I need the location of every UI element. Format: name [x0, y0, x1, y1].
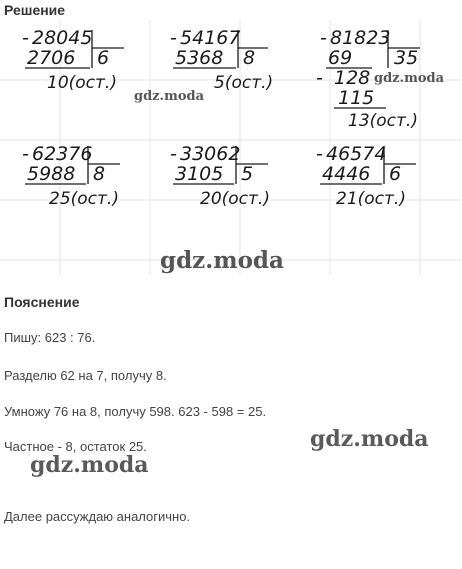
- product: 3105: [175, 163, 224, 185]
- explanation-line-2: Разделю 62 на 7, получу 8.: [4, 368, 167, 383]
- quotient: 35: [394, 47, 419, 69]
- dividend: 46574: [326, 143, 387, 165]
- remainder: 21(ост.): [336, 189, 406, 209]
- minus-sign: -: [316, 143, 323, 165]
- remainder: 20(ост.): [200, 189, 270, 209]
- solution-heading: Решение: [4, 2, 66, 18]
- dividend: 62376: [32, 143, 93, 165]
- dividend: 54167: [180, 27, 241, 49]
- dividend: 33062: [180, 143, 241, 165]
- minus-sign: -: [22, 143, 29, 165]
- explanation-line-5: Далее рассуждаю аналогично.: [4, 509, 191, 524]
- minus-sign: -: [170, 27, 177, 49]
- quotient: 8: [93, 163, 106, 185]
- division-problem-6: [316, 143, 416, 209]
- division-problem-4: [22, 143, 120, 209]
- division-problem-2: [170, 27, 273, 93]
- quotient: 5: [241, 163, 254, 185]
- remainder: 13(ост.): [348, 111, 418, 131]
- division-problem-1: [22, 27, 124, 93]
- minus-sign: -: [170, 143, 177, 165]
- remainder: 25(ост.): [49, 189, 119, 209]
- watermark: gdz.moda: [134, 89, 205, 104]
- explanation-heading: Пояснение: [4, 294, 80, 310]
- watermark: gdz.moda: [374, 71, 445, 86]
- explanation-line-3: Умножу 76 на 8, получу 598. 623 - 598 = 25.: [4, 404, 267, 419]
- remainder: 5(ост.): [214, 73, 274, 93]
- product: 5368: [175, 47, 224, 69]
- partial-dividend: 128: [334, 67, 371, 89]
- remainder: 10(ост.): [47, 73, 117, 93]
- explanation-line-1: Пишу: 623 : 76.: [4, 330, 96, 345]
- quotient: 6: [389, 163, 402, 185]
- handwritten-division-figure: [0, 20, 462, 275]
- product: 2706: [27, 47, 76, 69]
- dividend: 81823: [330, 27, 391, 49]
- dividend: 28045: [32, 27, 93, 49]
- minus-sign: -: [22, 27, 29, 49]
- explanation-line-4: Частное - 8, остаток 25.: [4, 439, 147, 454]
- watermark: gdz.moda: [310, 426, 429, 452]
- product-2: 115: [338, 87, 375, 109]
- minus-sign: -: [316, 67, 323, 89]
- quotient: 8: [243, 47, 256, 69]
- product: 4446: [322, 163, 371, 185]
- watermark: gdz.moda: [160, 247, 284, 274]
- product: 69: [328, 47, 353, 69]
- watermark: gdz.moda: [30, 452, 149, 478]
- product: 5988: [27, 163, 76, 185]
- quotient: 6: [97, 47, 110, 69]
- minus-sign: -: [320, 27, 327, 49]
- division-problem-5: [170, 143, 270, 209]
